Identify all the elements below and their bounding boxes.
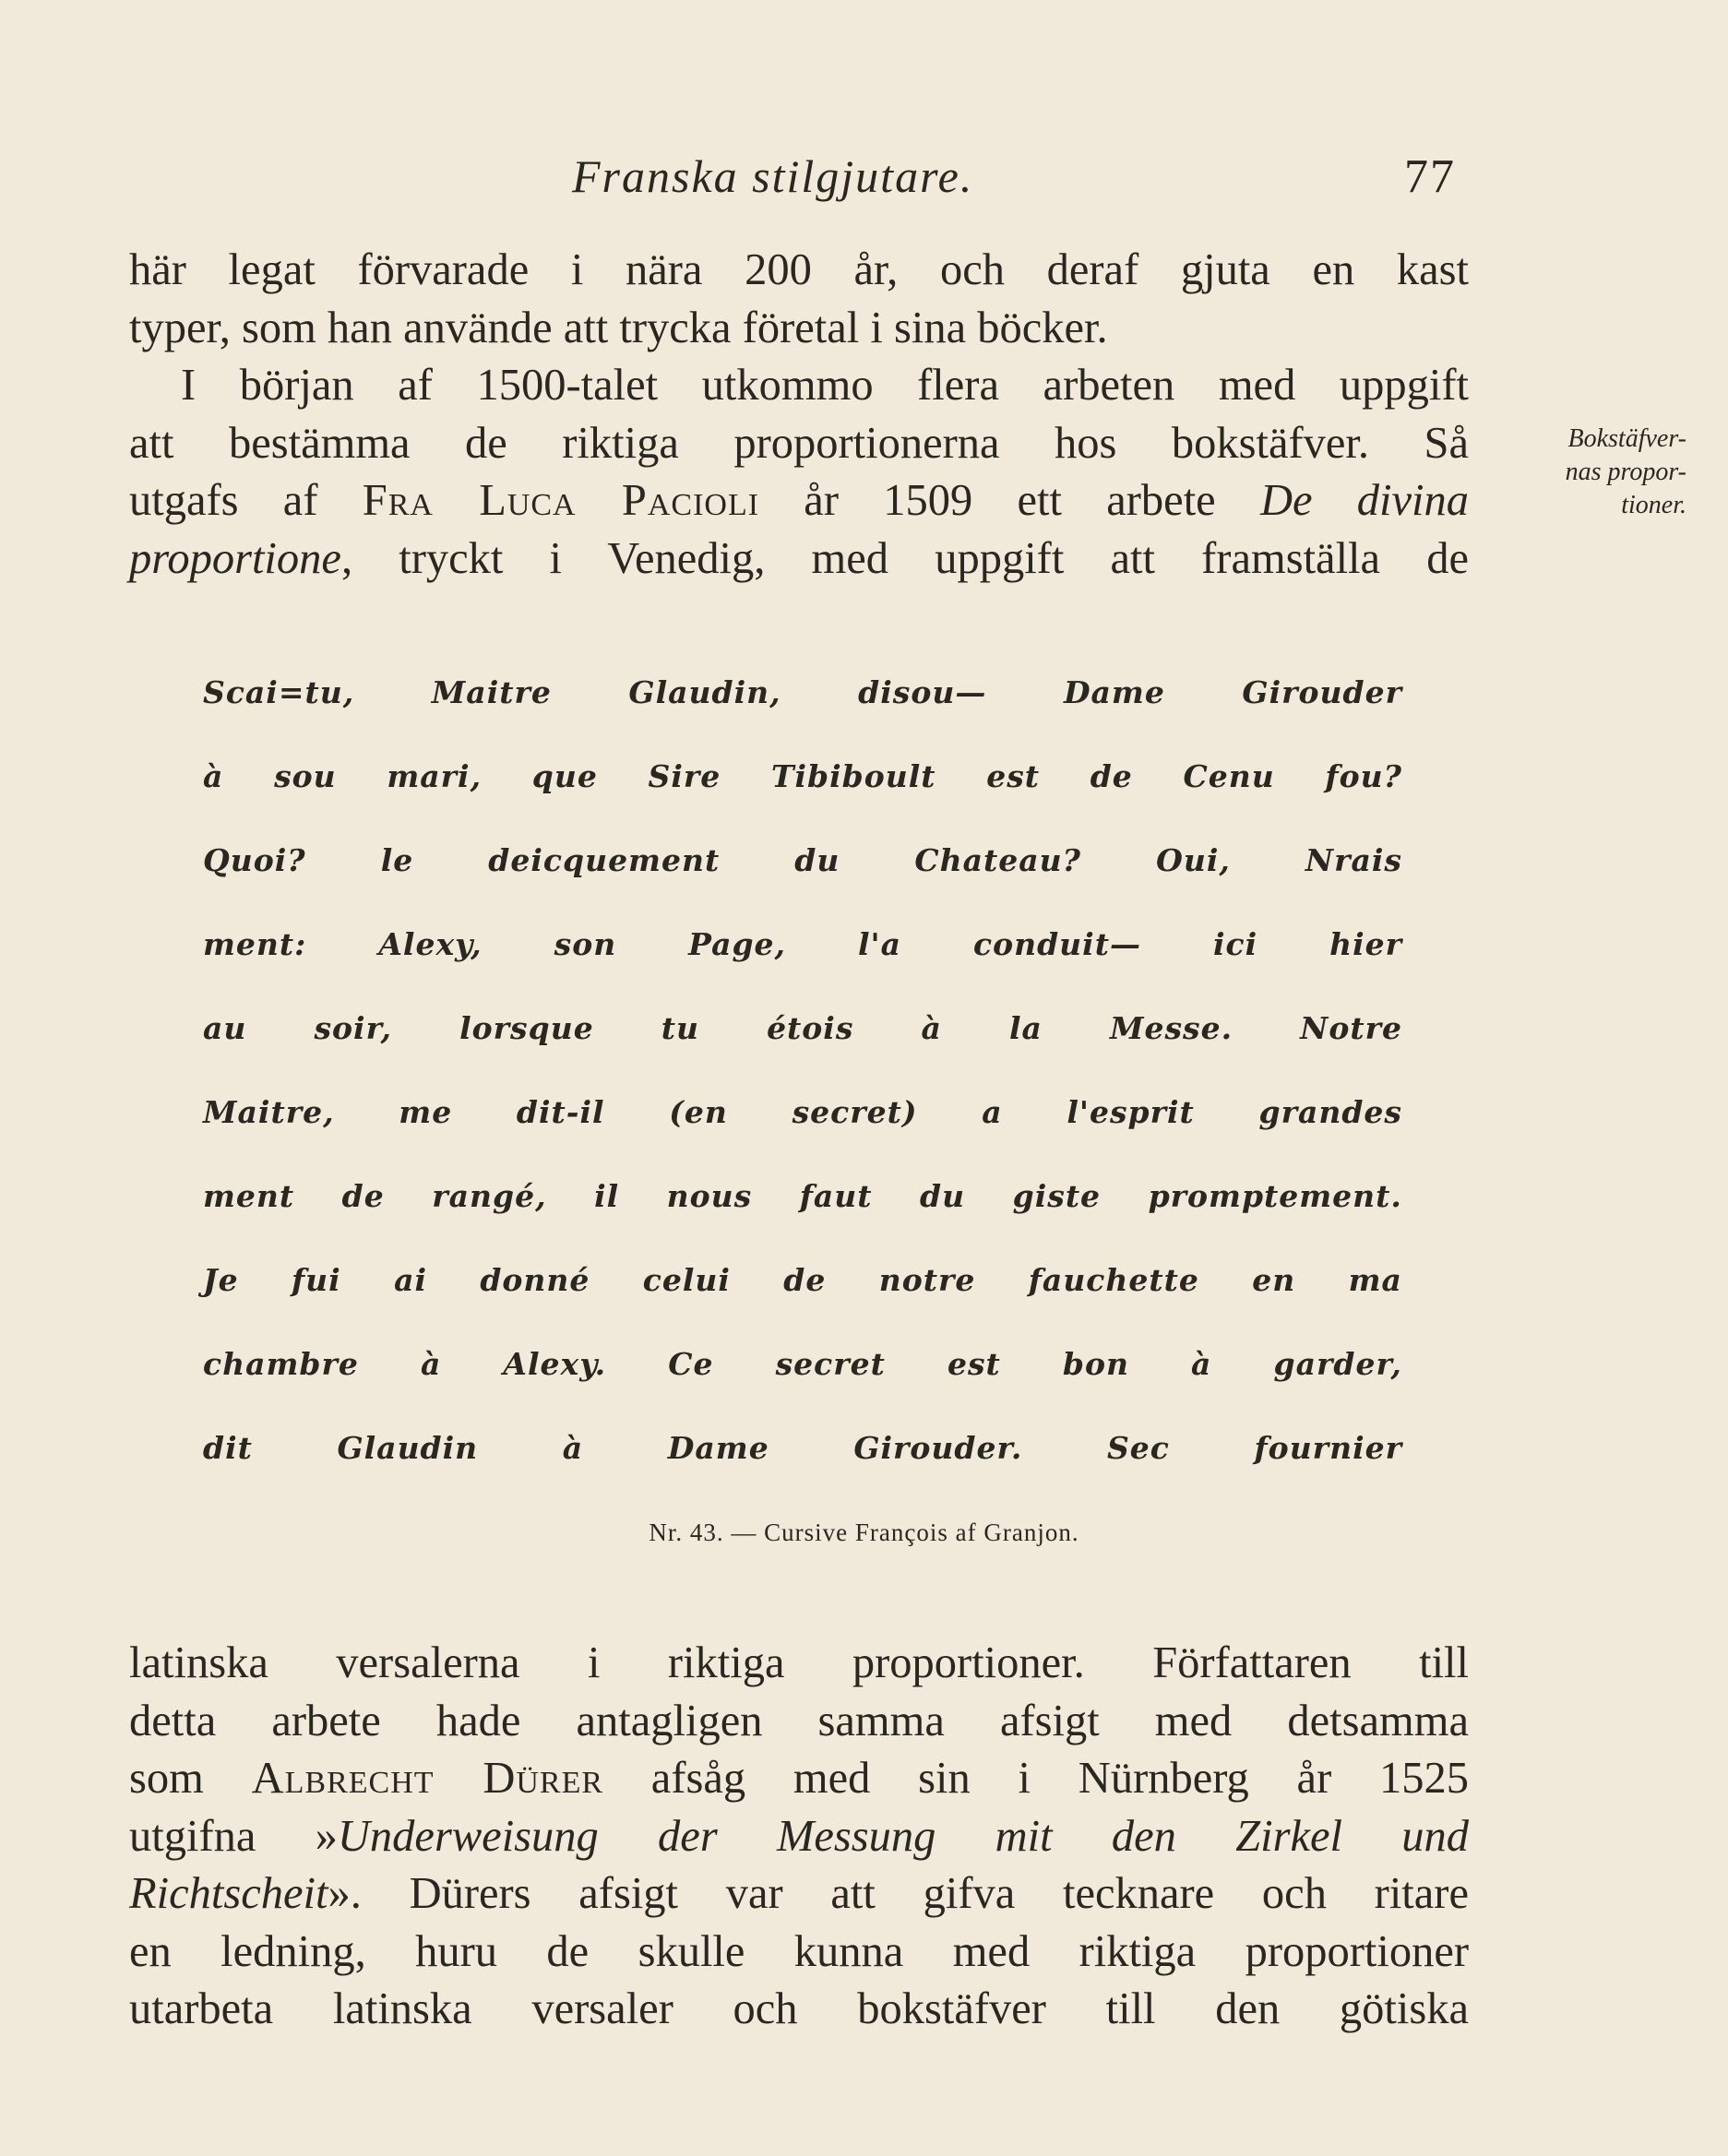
text-line <box>129 530 1469 589</box>
specimen-word: Page, <box>688 926 787 962</box>
specimen-word: Nrais <box>1305 842 1402 878</box>
specimen-word: garder, <box>1273 1346 1402 1382</box>
specimen-word: au <box>203 1010 247 1046</box>
specimen-word: nous <box>666 1178 753 1214</box>
specimen-word: chambre <box>203 1346 359 1382</box>
specimen-word: Quoi? <box>203 842 306 878</box>
figure-caption: Nr. 43. — Cursive François af Granjon. <box>649 1519 1079 1546</box>
specimen-word: sou <box>274 758 337 794</box>
margin-note-line: tioner. <box>1621 491 1686 519</box>
specimen-word: Tibiboult <box>770 758 936 794</box>
specimen-word: me <box>399 1094 453 1130</box>
text-line <box>129 1750 1469 1808</box>
running-head: Franska stilgjutare. <box>572 150 974 202</box>
specimen-word: Dame <box>667 1430 769 1466</box>
specimen-word: Scai=tu, <box>203 674 355 710</box>
specimen-word: disou— <box>858 674 987 710</box>
specimen-line <box>203 1149 1402 1214</box>
specimen-word: promptement. <box>1148 1178 1402 1214</box>
specimen-word: Maitre <box>431 674 552 710</box>
specimen-word: du <box>794 842 840 878</box>
specimen-word: ment: <box>203 926 307 962</box>
specimen-line <box>203 1401 1402 1466</box>
specimen-line <box>203 898 1402 962</box>
specimen-word: hier <box>1329 926 1402 962</box>
specimen-word: dit <box>203 1430 253 1466</box>
specimen-word: a <box>982 1094 1003 1130</box>
author-name: Fra Luca Pacioli <box>362 476 760 525</box>
specimen-word: celui <box>642 1262 731 1298</box>
specimen-word: Sire <box>648 758 721 794</box>
specimen-word: Alexy. <box>503 1346 607 1382</box>
text-fragment: som <box>129 1754 252 1803</box>
text-line: typer, som han använde att trycka företal i sina böcker. <box>129 303 1108 352</box>
specimen-word: Glaudin, <box>628 674 781 710</box>
text-line: I början af 1500-talet utkommo flera arbeten med uppgift <box>181 361 1469 410</box>
specimen-word: Girouder. <box>853 1430 1023 1466</box>
text-line <box>129 472 1469 530</box>
margin-note-line: nas propor- <box>1565 458 1686 486</box>
specimen-word: à <box>1191 1346 1212 1382</box>
specimen-word: la <box>1008 1010 1043 1046</box>
specimen-word: l'esprit <box>1067 1094 1195 1130</box>
specimen-word: giste <box>1012 1178 1102 1214</box>
bottom-text-block <box>129 1635 1469 2039</box>
text-fragment: , tryckt i Venedig, med uppgift att framställa de <box>340 533 1469 583</box>
specimen-word: mari, <box>387 758 483 794</box>
specimen-word: que <box>531 758 598 794</box>
text-line: utarbeta latinska versaler och bokstäfver till den götiska <box>129 1984 1469 2033</box>
specimen-word: faut <box>799 1178 873 1214</box>
text-fragment: utgifna » <box>129 1811 338 1861</box>
specimen-word: Chateau? <box>914 842 1082 878</box>
specimen-word: rangé, <box>432 1178 547 1214</box>
specimen-word: du <box>920 1178 966 1214</box>
text-line: latinska versalerna i riktiga proportioner. Författaren till <box>129 1638 1469 1687</box>
specimen-word: tu <box>661 1010 699 1046</box>
specimen-word: bon <box>1062 1346 1129 1382</box>
specimen-word: ai <box>394 1262 427 1298</box>
margin-note-line: Bokstäfver- <box>1567 424 1686 453</box>
specimen-word: Alexy, <box>378 926 483 962</box>
specimen-word: Glaudin <box>337 1430 479 1466</box>
text-fragment: år 1509 ett arbete <box>759 476 1260 525</box>
specimen-word: en <box>1252 1262 1296 1298</box>
specimen-word: dit-il <box>516 1094 605 1130</box>
text-fragment: afsåg med sin i Nürnberg år 1525 <box>603 1754 1469 1803</box>
work-title: Underweisung der Messung mit den Zirkel und <box>337 1811 1469 1861</box>
specimen-word: (en <box>669 1094 728 1130</box>
specimen-word: notre <box>878 1262 976 1298</box>
specimen-word: Girouder <box>1242 674 1402 710</box>
top-text-block <box>129 242 1469 588</box>
specimen-word: fui <box>291 1262 341 1298</box>
specimen-word: Je <box>203 1262 239 1298</box>
specimen-word: fauchette <box>1028 1262 1199 1298</box>
specimen-word: Oui, <box>1156 842 1231 878</box>
type-specimen <box>203 646 1402 1495</box>
margin-note <box>1493 423 1686 522</box>
specimen-line <box>203 646 1402 710</box>
specimen-word: à <box>203 758 224 794</box>
specimen-word: ment <box>203 1178 295 1214</box>
text-line: här legat förvarade i nära 200 år, och deraf gjuta en kast <box>129 245 1469 294</box>
work-title: proportione <box>129 533 341 583</box>
page-number: 77 <box>1404 150 1456 203</box>
specimen-word: à <box>562 1430 584 1466</box>
specimen-line <box>203 730 1402 794</box>
specimen-word: grandes <box>1258 1094 1402 1130</box>
specimen-word: de <box>1090 758 1133 794</box>
specimen-line <box>203 1233 1402 1298</box>
text-line <box>129 1865 1469 1924</box>
text-line: detta arbete hade antagligen samma afsigt med detsamma <box>129 1696 1469 1745</box>
specimen-word: secret) <box>792 1094 918 1130</box>
specimen-word: il <box>594 1178 620 1214</box>
specimen-word: Notre <box>1300 1010 1402 1046</box>
specimen-word: fou? <box>1325 758 1402 794</box>
specimen-word: est <box>986 758 1041 794</box>
specimen-word: Maitre, <box>203 1094 335 1130</box>
specimen-word: l'a <box>858 926 902 962</box>
specimen-word: lorsque <box>459 1010 594 1046</box>
specimen-line <box>203 1317 1402 1382</box>
specimen-word: Ce <box>668 1346 714 1382</box>
text-line <box>129 1808 1469 1866</box>
specimen-word: secret <box>775 1346 886 1382</box>
author-name: Albrecht Dürer <box>251 1754 604 1803</box>
specimen-line <box>203 1066 1402 1130</box>
specimen-word: ma <box>1348 1262 1402 1298</box>
specimen-word: donné <box>480 1262 590 1298</box>
specimen-line <box>203 982 1402 1046</box>
text-fragment: utgafs af <box>129 476 363 525</box>
specimen-word: le <box>380 842 414 878</box>
specimen-word: à <box>420 1346 442 1382</box>
specimen-word: soir, <box>314 1010 393 1046</box>
text-fragment: ». Dürers afsigt var att gifva tecknare och ritare <box>328 1869 1469 1918</box>
text-line: en ledning, huru de skulle kunna med riktiga proportioner <box>129 1926 1469 1976</box>
specimen-word: fournier <box>1254 1430 1402 1466</box>
specimen-word: de <box>341 1178 385 1214</box>
specimen-word: est <box>947 1346 1001 1382</box>
work-title: Richtscheit <box>129 1869 328 1918</box>
text-line: att bestämma de riktiga proportionerna hos bokstäfver. Så <box>129 418 1469 468</box>
specimen-word: ici <box>1212 926 1258 962</box>
specimen-word: Dame <box>1063 674 1165 710</box>
specimen-word: conduit— <box>973 926 1141 962</box>
specimen-line <box>203 814 1402 878</box>
specimen-word: à <box>921 1010 942 1046</box>
specimen-word: deicquement <box>488 842 721 878</box>
specimen-word: de <box>783 1262 827 1298</box>
specimen-word: étois <box>767 1010 854 1046</box>
specimen-word: Cenu <box>1183 758 1275 794</box>
specimen-word: Messe. <box>1109 1010 1233 1046</box>
specimen-word: son <box>554 926 617 962</box>
work-title: De divina <box>1259 476 1469 525</box>
specimen-word: Sec <box>1106 1430 1170 1466</box>
